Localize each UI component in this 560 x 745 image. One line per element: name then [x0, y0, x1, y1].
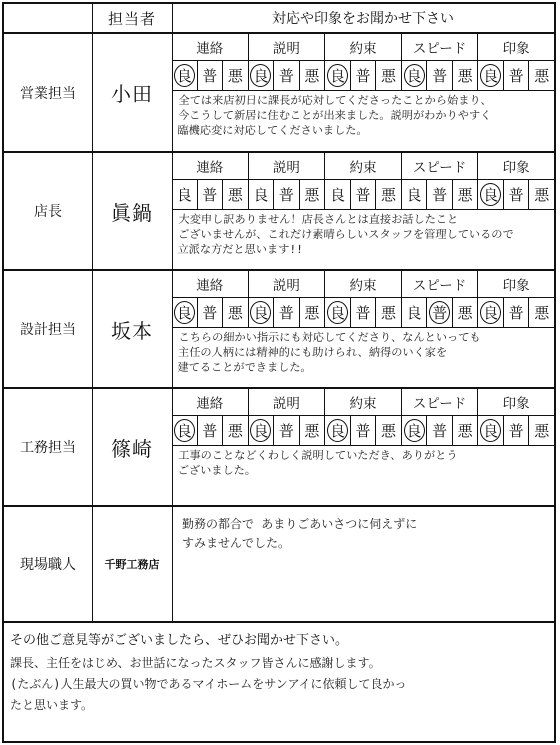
person-name: 篠崎	[92, 389, 173, 505]
grade-option[interactable]: 悪	[300, 179, 326, 209]
grade-option-circled[interactable]: 良	[402, 60, 428, 90]
grade-option[interactable]: 悪	[453, 415, 479, 445]
grade-option[interactable]: 普	[198, 415, 224, 445]
grade-option[interactable]: 悪	[453, 179, 479, 209]
grade-option[interactable]: 悪	[534, 303, 550, 322]
other-opinions-text: 課長、主任をはじめ、お世話になったスタッフ皆さんに感謝します。 (たぶん)人生最大の買い物であるマイホームをサンアイに依頼して良かっ たと思います。	[10, 656, 407, 712]
grade-option[interactable]: 悪	[376, 179, 402, 209]
craftsman-row	[4, 507, 554, 623]
category-label: 説明	[249, 34, 326, 60]
grade-option[interactable]: 普	[504, 415, 530, 445]
person-name: 坂本	[92, 271, 173, 387]
grade-option-circled[interactable]: 良	[325, 415, 351, 445]
category-label: 説明	[249, 271, 326, 297]
grade-option-circled[interactable]: 良	[249, 60, 275, 90]
category-label: 連絡	[172, 389, 249, 415]
grade-option[interactable]: 悪	[223, 179, 249, 209]
grade-option[interactable]: 普	[198, 60, 224, 90]
grade-option[interactable]: 普	[274, 297, 300, 327]
grade-option-circled[interactable]: 良	[249, 415, 275, 445]
customer-survey-sheet	[2, 2, 556, 743]
grade-option[interactable]: 普	[274, 60, 300, 90]
grade-grid	[172, 415, 554, 446]
person-name: 千野工務店	[92, 507, 173, 621]
staff-row	[4, 271, 554, 389]
grade-grid	[172, 60, 554, 91]
grade-option-circled[interactable]: 良	[172, 60, 198, 90]
grade-option-circled[interactable]: 良	[249, 297, 275, 327]
staff-row	[4, 153, 554, 271]
grade-option[interactable]: 悪	[376, 415, 402, 445]
category-label: 連絡	[172, 153, 249, 179]
grade-option[interactable]: 悪	[376, 297, 402, 327]
grade-option[interactable]: 良	[172, 179, 198, 209]
grade-option[interactable]: 普	[504, 297, 530, 327]
grade-option[interactable]: 良	[402, 179, 428, 209]
grade-option[interactable]: 普	[274, 179, 300, 209]
grade-option[interactable]: 悪	[223, 415, 249, 445]
header-role-cell	[4, 4, 93, 32]
evaluation-area	[172, 34, 554, 151]
grade-option[interactable]: 普	[427, 60, 453, 90]
staff-row	[4, 389, 554, 507]
comment-text: 大変申し訳ありません！店長さんとは直接お話したこと ございませんが、これだけ素晴らしいスタッフを管理しているので 立派な方だと思います!!	[177, 213, 514, 256]
header-eval-cell: 対応や印象をお聞かせ下さい	[272, 11, 454, 27]
grade-option[interactable]: 普	[504, 179, 530, 209]
grade-option[interactable]: 普	[504, 60, 530, 90]
grade-option[interactable]: 悪	[453, 60, 479, 90]
category-label: 印象	[502, 160, 530, 176]
grade-option[interactable]: 悪	[376, 60, 402, 90]
role-label: 営業担当	[4, 34, 93, 151]
comment-text: 全ては来店初日に課長が応対してくださったことから始まり、 今こうして新居に住むことが出来ました。説明がわかりやすく 臨機応変に対応してくださいました。	[177, 94, 493, 137]
grade-option-circled[interactable]: 良	[325, 60, 351, 90]
grade-grid	[172, 179, 554, 210]
grade-option[interactable]: 悪	[223, 60, 249, 90]
grade-option[interactable]: 良	[402, 297, 428, 327]
grade-option[interactable]: 悪	[453, 297, 479, 327]
grade-option[interactable]: 悪	[534, 66, 550, 85]
category-label: 印象	[502, 41, 530, 57]
grade-option[interactable]: 良	[325, 179, 351, 209]
category-label: 説明	[249, 389, 326, 415]
role-label: 店長	[4, 153, 93, 269]
category-label: 約束	[325, 389, 402, 415]
grade-option[interactable]: 良	[249, 179, 275, 209]
grade-option[interactable]: 普	[351, 179, 377, 209]
person-name: 小田	[92, 34, 173, 151]
grade-option[interactable]: 普	[198, 297, 224, 327]
category-label: 連絡	[172, 271, 249, 297]
grade-option[interactable]: 普	[351, 60, 377, 90]
comment-text: 工事のことなどくわしく説明していただき、ありがとう ございました。	[177, 449, 458, 477]
evaluation-area	[172, 153, 554, 269]
category-header	[172, 153, 554, 180]
role-label: 現場職人	[4, 507, 93, 621]
category-label: 説明	[249, 153, 326, 179]
grade-option[interactable]: 普	[427, 179, 453, 209]
grade-option-circled[interactable]: 良	[402, 415, 428, 445]
category-label: スピード	[402, 34, 479, 60]
category-label: スピード	[402, 271, 479, 297]
category-label: スピード	[402, 153, 479, 179]
other-opinions-section	[4, 623, 554, 741]
category-label: 約束	[325, 34, 402, 60]
comment-text: 勤務の都合で あまりごあいさつに伺えずに すみませんでした。	[182, 517, 418, 550]
grade-option-circled[interactable]: 良	[172, 415, 198, 445]
category-label: 印象	[502, 278, 530, 294]
header-person-cell: 担当者	[92, 4, 173, 32]
grade-option-circled[interactable]: 良	[478, 415, 504, 445]
evaluation-area	[172, 389, 554, 505]
grade-option-circled[interactable]: 良	[478, 60, 504, 90]
category-header	[172, 271, 554, 298]
grade-option[interactable]: 悪	[534, 185, 550, 204]
comment-text: こちらの細かい指示にも対応してくださり、なんといっても 主任の人柄には精神的にも助けられ、納得のいく家を 建てることができました。	[177, 331, 481, 374]
category-label: 連絡	[172, 34, 249, 60]
grade-option[interactable]: 普	[427, 415, 453, 445]
other-opinions-label: その他ご意見等がございましたら、ぜひお聞かせ下さい。	[10, 633, 349, 648]
category-label: スピード	[402, 389, 479, 415]
category-label: 約束	[325, 153, 402, 179]
grade-option[interactable]: 悪	[223, 297, 249, 327]
grade-option[interactable]: 普	[198, 179, 224, 209]
role-label: 設計担当	[4, 271, 93, 387]
grade-option[interactable]: 悪	[534, 421, 550, 440]
person-name: 眞鍋	[92, 153, 173, 269]
grade-grid	[172, 297, 554, 328]
category-label: 印象	[502, 396, 530, 412]
header-row	[4, 4, 554, 34]
grade-option-circled[interactable]: 良	[325, 297, 351, 327]
grade-option[interactable]: 普	[351, 415, 377, 445]
grade-option[interactable]: 悪	[300, 297, 326, 327]
grade-option[interactable]: 悪	[300, 415, 326, 445]
staff-row	[4, 34, 554, 153]
category-header	[172, 389, 554, 416]
grade-option[interactable]: 悪	[300, 60, 326, 90]
grade-option-circled[interactable]: 良	[478, 179, 504, 209]
role-label: 工務担当	[4, 389, 93, 505]
comment-area	[172, 507, 554, 621]
category-header	[172, 34, 554, 61]
evaluation-area	[172, 271, 554, 387]
grade-option[interactable]: 普	[351, 297, 377, 327]
category-label: 約束	[325, 271, 402, 297]
grade-option-circled[interactable]: 普	[427, 297, 453, 327]
grade-option-circled[interactable]: 良	[172, 297, 198, 327]
grade-option[interactable]: 普	[274, 415, 300, 445]
grade-option-circled[interactable]: 良	[478, 297, 504, 327]
